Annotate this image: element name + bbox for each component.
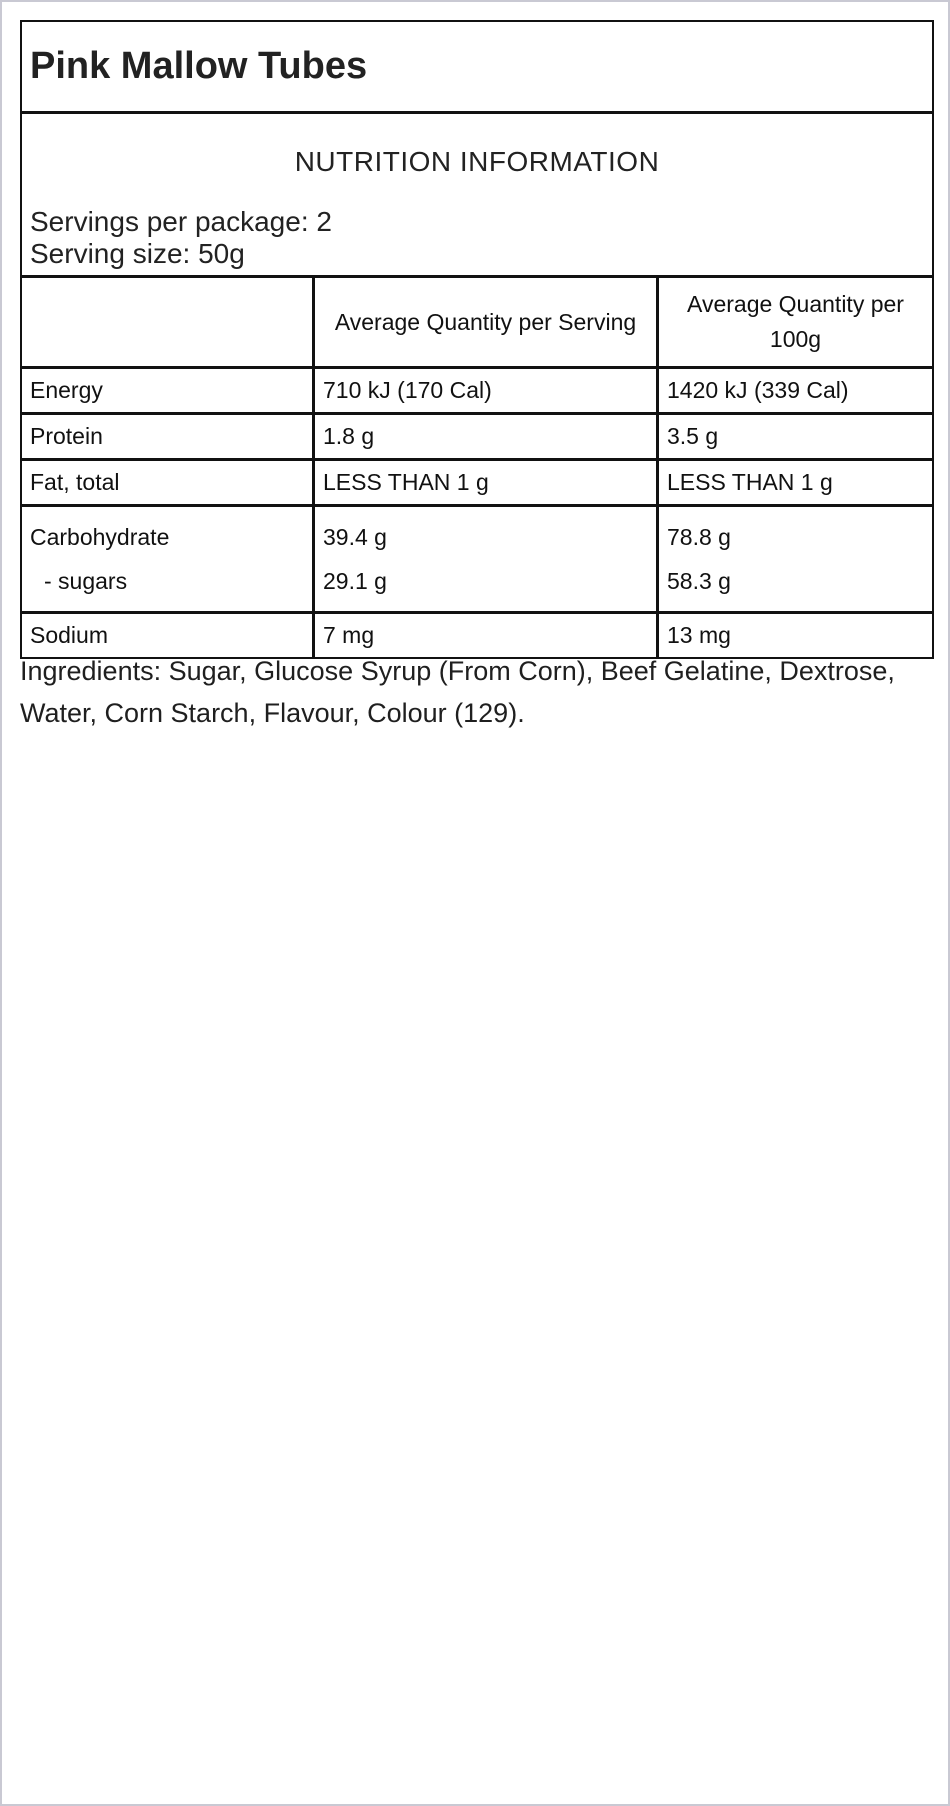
nutrient-per-serving: 7 mg: [314, 613, 658, 658]
table-row: [22, 368, 932, 414]
nutrition-table: [22, 278, 932, 657]
nutrient-sub-label: - sugars: [44, 568, 128, 594]
servings-per-package: Servings per package: 2: [30, 206, 332, 237]
nutrient-per-100g: LESS THAN 1 g: [658, 460, 933, 506]
nutrient-per-serving: 710 kJ (170 Cal): [314, 368, 658, 414]
serving-size: Serving size: 50g: [30, 238, 245, 269]
table-row: [22, 460, 932, 506]
nutrient-per-100g-group: [658, 506, 933, 613]
nutrient-per-serving-group: [314, 506, 658, 613]
table-header-row: [22, 278, 932, 368]
nutrient-per-100g: 78.8 g: [667, 524, 731, 550]
nutrient-label: Carbohydrate: [30, 524, 170, 550]
nutrient-label: Energy: [22, 368, 314, 414]
table-row: [22, 414, 932, 460]
column-header-per-serving: Average Quantity per Serving: [314, 278, 658, 368]
nutrient-per-100g: 1420 kJ (339 Cal): [658, 368, 933, 414]
nutrition-title: NUTRITION INFORMATION: [294, 146, 660, 177]
nutrient-label: Protein: [22, 414, 314, 460]
nutrient-label: Fat, total: [22, 460, 314, 506]
nutrition-panel: [20, 20, 934, 659]
nutrient-per-serving: 39.4 g: [323, 524, 387, 550]
table-row: [22, 506, 932, 613]
nutrient-label-group: [22, 506, 314, 613]
column-header-blank: [22, 278, 314, 368]
column-header-per-100g: Average Quantity per 100g: [658, 278, 933, 368]
nutrient-sub-per-serving: 29.1 g: [323, 568, 387, 594]
nutrient-label: Sodium: [22, 613, 314, 658]
nutrient-per-serving: LESS THAN 1 g: [314, 460, 658, 506]
nutrition-header: [22, 114, 932, 278]
serving-info: [30, 206, 332, 270]
ingredients-text: Ingredients: Sugar, Glucose Syrup (From Corn), Beef Gelatine, Dextrose, Water, Corn Starch, Flavour, Colour (129).: [20, 656, 895, 728]
nutrient-sub-per-100g: 58.3 g: [667, 568, 731, 594]
nutrient-per-serving: 1.8 g: [314, 414, 658, 460]
nutrient-per-100g: 13 mg: [658, 613, 933, 658]
nutrient-per-100g: 3.5 g: [658, 414, 933, 460]
product-title: Pink Mallow Tubes: [22, 22, 932, 114]
